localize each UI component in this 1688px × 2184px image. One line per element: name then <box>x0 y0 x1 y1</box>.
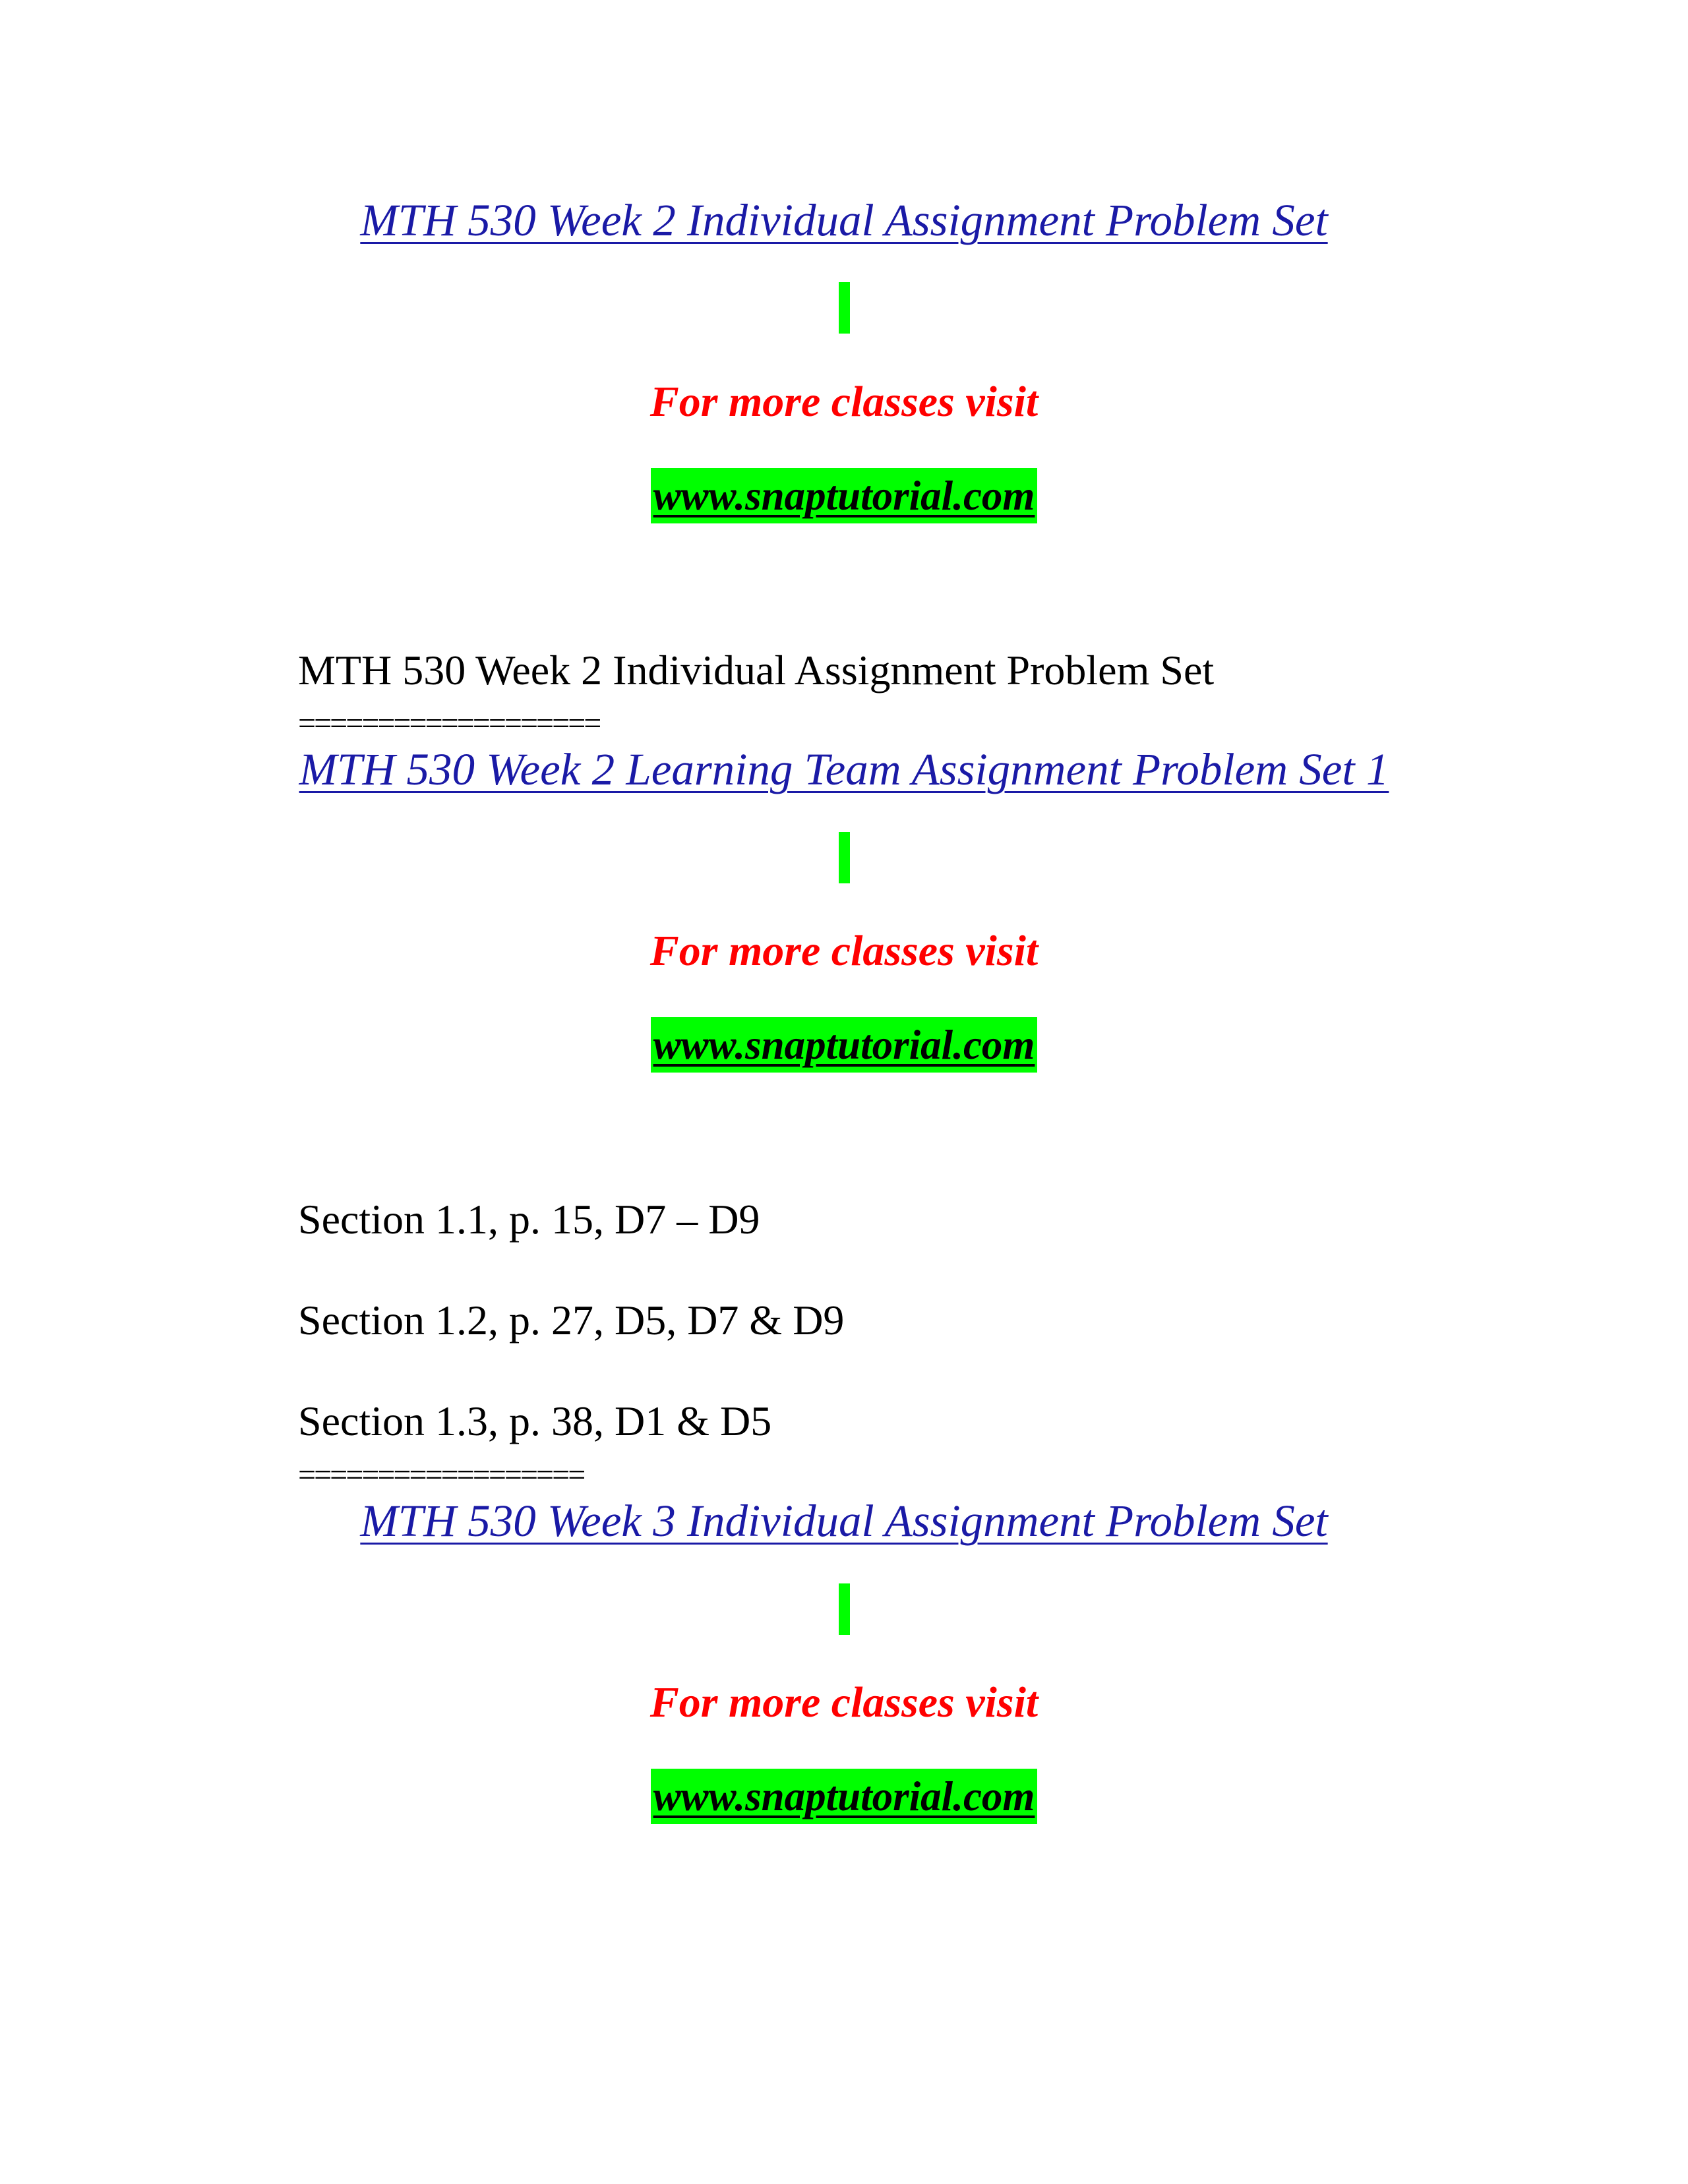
green-marker-bar <box>839 832 850 883</box>
course-link-week2-individual[interactable]: MTH 530 Week 2 Individual Assignment Problem Set <box>360 195 1328 245</box>
block-1-promo-row <box>0 377 1688 436</box>
course-link-week2-learning-team[interactable]: MTH 530 Week 2 Learning Team Assignment Problem Set 1 <box>299 744 1389 794</box>
block-1-link-row <box>0 194 1688 254</box>
promo-text: For more classes visit <box>649 378 1039 426</box>
block-3-site-row <box>0 1769 1688 1828</box>
section-line: Section 1.1, p. 15, D7 – D9 <box>298 1196 760 1243</box>
block-1-site-row <box>0 468 1688 527</box>
promo-text: For more classes visit <box>649 927 1039 975</box>
promo-text: For more classes visit <box>649 1678 1039 1727</box>
block-2-link-row <box>0 744 1688 803</box>
course-link-week3-individual[interactable]: MTH 530 Week 3 Individual Assignment Problem Set <box>360 1496 1328 1546</box>
block-3-link-row <box>0 1495 1688 1554</box>
block-1-marker-row <box>0 282 1688 334</box>
block-2-site-row <box>0 1017 1688 1077</box>
block-3-marker-row <box>0 1583 1688 1635</box>
block-3-promo-row <box>0 1678 1688 1737</box>
green-marker-bar <box>839 282 850 334</box>
section-line: Section 1.2, p. 27, D5, D7 & D9 <box>298 1297 845 1343</box>
separator-line: ================== <box>298 1458 584 1492</box>
site-link[interactable]: www.snaptutorial.com <box>651 468 1038 523</box>
site-link[interactable]: www.snaptutorial.com <box>651 1017 1038 1073</box>
block-2-marker-row <box>0 832 1688 883</box>
separator-line: =================== <box>298 706 600 741</box>
green-marker-bar <box>839 1583 850 1635</box>
block-2-promo-row <box>0 926 1688 986</box>
body-heading: MTH 530 Week 2 Individual Assignment Problem Set <box>298 647 1215 694</box>
section-line: Section 1.3, p. 38, D1 & D5 <box>298 1398 772 1444</box>
site-link[interactable]: www.snaptutorial.com <box>651 1769 1038 1824</box>
